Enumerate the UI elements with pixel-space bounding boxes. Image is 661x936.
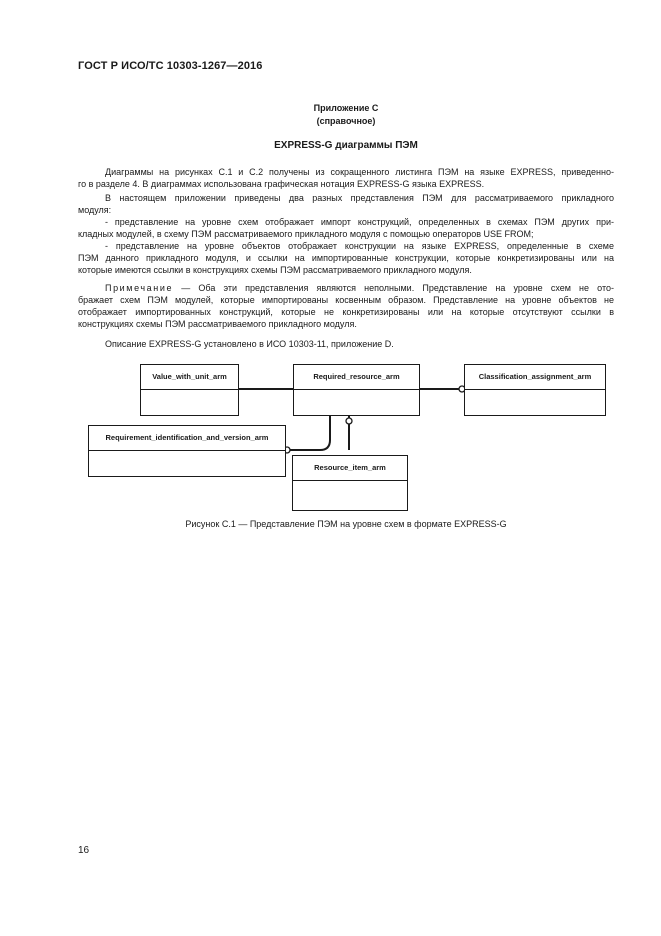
entity-box-resource-item — [292, 455, 408, 511]
note-line: отображает импортированных конструкций, которые не конкретизированы или на которые отсутствуют ссылки в — [78, 307, 614, 317]
reference-text: Описание EXPRESS-G установлено в ИСО 10303-11, приложение D. — [105, 339, 394, 349]
paragraph-diagrams-source — [78, 166, 614, 190]
appendix-subtitle: (справочное) — [316, 116, 376, 126]
note-label: Примечание — [105, 283, 174, 293]
paragraph-line: модуля: — [78, 205, 112, 215]
entity-box-title: Required_resource_arm — [294, 365, 419, 390]
entity-box-required-resource — [293, 364, 420, 416]
entity-box-value-with-unit — [140, 364, 239, 416]
section-title: EXPRESS-G диаграммы ПЭМ — [274, 140, 418, 151]
paragraph-two-views — [78, 192, 614, 216]
endpoint-circle-resource-item — [346, 418, 352, 424]
entity-box-title: Value_with_unit_arm — [141, 365, 238, 390]
paragraph-line: го в разделе 4. В диаграммах использована графическая нотация EXPRESS-G языка EXPRESS. — [78, 179, 485, 189]
paragraph-line: Диаграммы на рисунках С.1 и С.2 получены из сокращенного листинга ПЭМ на языке EXPRESS, приведенно- — [105, 167, 614, 177]
note-block — [78, 282, 614, 330]
reference-paragraph — [78, 338, 614, 350]
page-number: 16 — [78, 845, 90, 856]
entity-box-requirement-identification — [88, 425, 286, 477]
connector-required-to-requirement — [290, 416, 330, 450]
figure-caption: Рисунок С.1 — Представление ПЭМ на уровне схем в формате EXPRESS-G — [185, 519, 507, 529]
note-line — [78, 282, 614, 294]
paragraph-line: В настоящем приложении приведены два разных представления ПЭМ для рассматриваемого прикладного — [105, 193, 614, 203]
bullet-line: которые имеются ссылки в конструкциях схемы ПЭМ рассматриваемого прикладного модуля. — [78, 265, 472, 275]
bullet-line: ПЭМ данного прикладного модуля, и ссылки на импортированные конструкции, которые конкретизированы или на — [78, 253, 614, 263]
bullet-line: - представление на уровне схем отображает импорт конструкций, определенных в схемах ПЭМ других при- — [105, 217, 614, 227]
bullet-line: - представление на уровне объектов отображает конструкции на языке EXPRESS, определенные в схеме — [105, 241, 614, 251]
note-dash: — — [173, 283, 199, 293]
note-line: конструкциях схемы ПЭМ рассматриваемого прикладного модуля. — [78, 319, 357, 329]
bullet-schema-level — [78, 216, 614, 240]
entity-box-title: Classification_assignment_arm — [465, 365, 605, 390]
document-header: ГОСТ Р ИСО/ТС 10303-1267—2016 — [78, 60, 263, 72]
entity-box-title: Resource_item_arm — [293, 456, 407, 481]
note-text: Оба эти представления являются неполными. Представление на уровне схем не ото- — [198, 283, 614, 293]
entity-box-classification-assignment — [464, 364, 606, 416]
bullet-line: кладных модулей, в схему ПЭМ рассматриваемого прикладного модуля с помощью операторов USE FROM; — [78, 229, 534, 239]
entity-box-title: Requirement_identification_and_version_arm — [89, 426, 285, 451]
note-line: бражает схем ПЭМ модулей, которые импортированы косвенным образом. Представление на уровне объектов не — [78, 295, 614, 305]
appendix-title: Приложение С — [313, 103, 379, 113]
bullet-entity-level — [78, 240, 614, 276]
